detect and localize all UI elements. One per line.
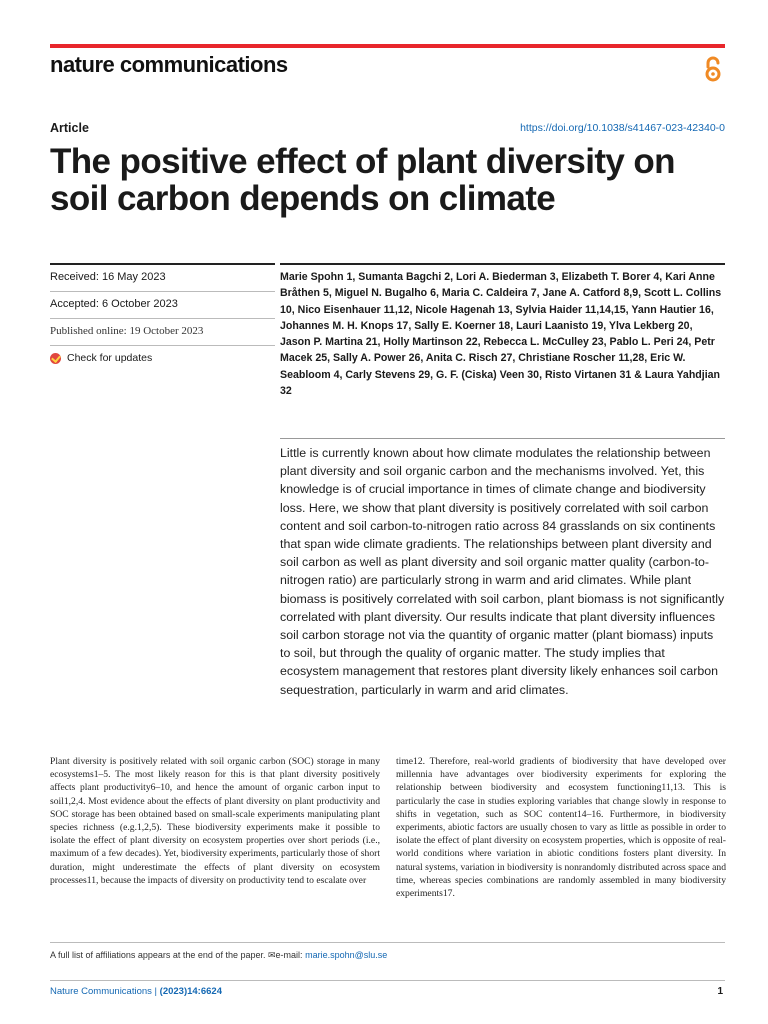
affiliations-note: A full list of affiliations appears at the end of the paper. xyxy=(50,950,266,960)
divider xyxy=(50,980,725,981)
email-icon: ✉ xyxy=(268,950,276,960)
citation-ref: (2023)14:6624 xyxy=(159,986,222,997)
citation[interactable]: Nature Communications | (2023)14:6624 xyxy=(50,986,222,997)
check-updates-button[interactable] xyxy=(50,345,275,372)
author-list[interactable]: Marie Spohn 1, Sumanta Bagchi 2, Lori A. Biederman 3, Elizabeth T. Borer 4, Kari Anne Bråthen 5, Miguel N. Bugalho 6, Maria C. Caldeira 7, Jane A. Catford 8,9, Scott L. Collins 10, Nico Eisenhauer 11,12, Nicole Hagenah 13, Sylvia Haider 11,14,15, Yann Hautier 16, Johannes M. H. Knops 17, Sally E. Koerner 18, Lauri Laanisto 19, Ylva Lekberg 20, Jason P. Martina 21, Holly Martinson 22, Rebecca L. McCulley 23, Pablo L. Peri 24, Petr Macek 25, Sally A. Power 26, Anita C. Risch 27, Christiane Roscher 11,28, Eric W. Seabloom 4, Carly Stevens 29, G. F. (Ciska) Veen 30, Risto Virtanen 31 & Laura Yahdjian 32 xyxy=(280,263,725,399)
publication-dates xyxy=(50,263,275,372)
divider xyxy=(280,438,725,439)
check-updates-icon xyxy=(50,353,61,364)
article-type: Article xyxy=(50,121,89,135)
check-updates-label: Check for updates xyxy=(67,352,153,364)
open-access-icon xyxy=(703,55,723,83)
abstract: Little is currently known about how climate modulates the relationship between plant diversity and soil organic carbon and the mechanisms involved. Yet, this knowledge is of crucial importance in times of climate change and biodiversity loss. Here, we show that plant diversity is positively correlated with soil carbon content and soil carbon-to-nitrogen ratio across 84 grasslands on six continents that span wide climate gradients. The relationships between plant diversity and soil carbon as well as plant diversity and soil organic matter quality (carbon-to-nitrogen ratio) are particularly strong in warm and arid climates. While plant biomass is positively correlated with soil carbon, plant biomass is not significantly correlated with plant diversity. Our results indicate that plant diversity influences soil carbon storage not via the quantity of organic matter (plant biomass) inputs to soil, but through the quality of organic matter. The study implies that ecosystem management that restores plant diversity likely enhances soil carbon sequestration, particularly in warm and arid climates. xyxy=(280,446,725,697)
journal-name[interactable]: nature communications xyxy=(50,52,288,77)
accepted-date: Accepted: 6 October 2023 xyxy=(50,291,275,318)
page-number: 1 xyxy=(717,986,723,997)
email-link[interactable]: marie.spohn@slu.se xyxy=(305,950,388,960)
email-label: e-mail: xyxy=(275,950,303,960)
published-date: Published online: 19 October 2023 xyxy=(50,318,275,345)
divider xyxy=(50,942,725,943)
received-date: Received: 16 May 2023 xyxy=(50,263,275,291)
header-accent-bar xyxy=(50,44,725,48)
doi-link[interactable]: https://doi.org/10.1038/s41467-023-42340-0 xyxy=(520,122,725,134)
article-title: The positive effect of plant diversity on soil carbon depends on climate xyxy=(50,142,675,218)
citation-journal: Nature Communications xyxy=(50,986,152,997)
footnote xyxy=(50,950,387,961)
body-text-right: time12. Therefore, real-world gradients of biodiversity that have developed over millennia have advantages over biodiversity experiments for exploring the relationship between biodiversity and ecosystem functioning11,13. This is particularly the case in studies exploring variables that change slowly in response to shifts in vegetation, such as SOC content14–16. Furthermore, in biodiversity experiments, abiotic factors are usually chosen to vary as little as possible in order to isolate the effect of plant diversity on ecosystem properties, which is opposite of real-world conditions where variation in abiotic conditions fosters plant diversity. In natural systems, variation in biodiversity is nonrandomly distributed across space and time, whereas species combinations are randomly assembled in many biodiversity experiments17. xyxy=(396,756,726,900)
body-text-left: Plant diversity is positively related with soil organic carbon (SOC) storage in many ecosystems1–5. The most likely reason for this is that plant diversity positively affects plant productivity6–10, and hence the amount of organic carbon input to soil1,2,4. Most evidence about the effects of plant diversity on plant productivity and SOC storage has been obtained based on small-scale experiments manipulating plant species richness (e.g.1,2,5). These biodiversity experiments make it possible to isolate the effect of plant diversity on ecosystem properties over short periods (i.e., maximum of a few decades). Yet, biodiversity experiments, particularly those of short duration, might underestimate the effects of plant diversity on ecosystem processes11, because the impacts of diversity on productivity tend to escalate over xyxy=(50,756,380,886)
